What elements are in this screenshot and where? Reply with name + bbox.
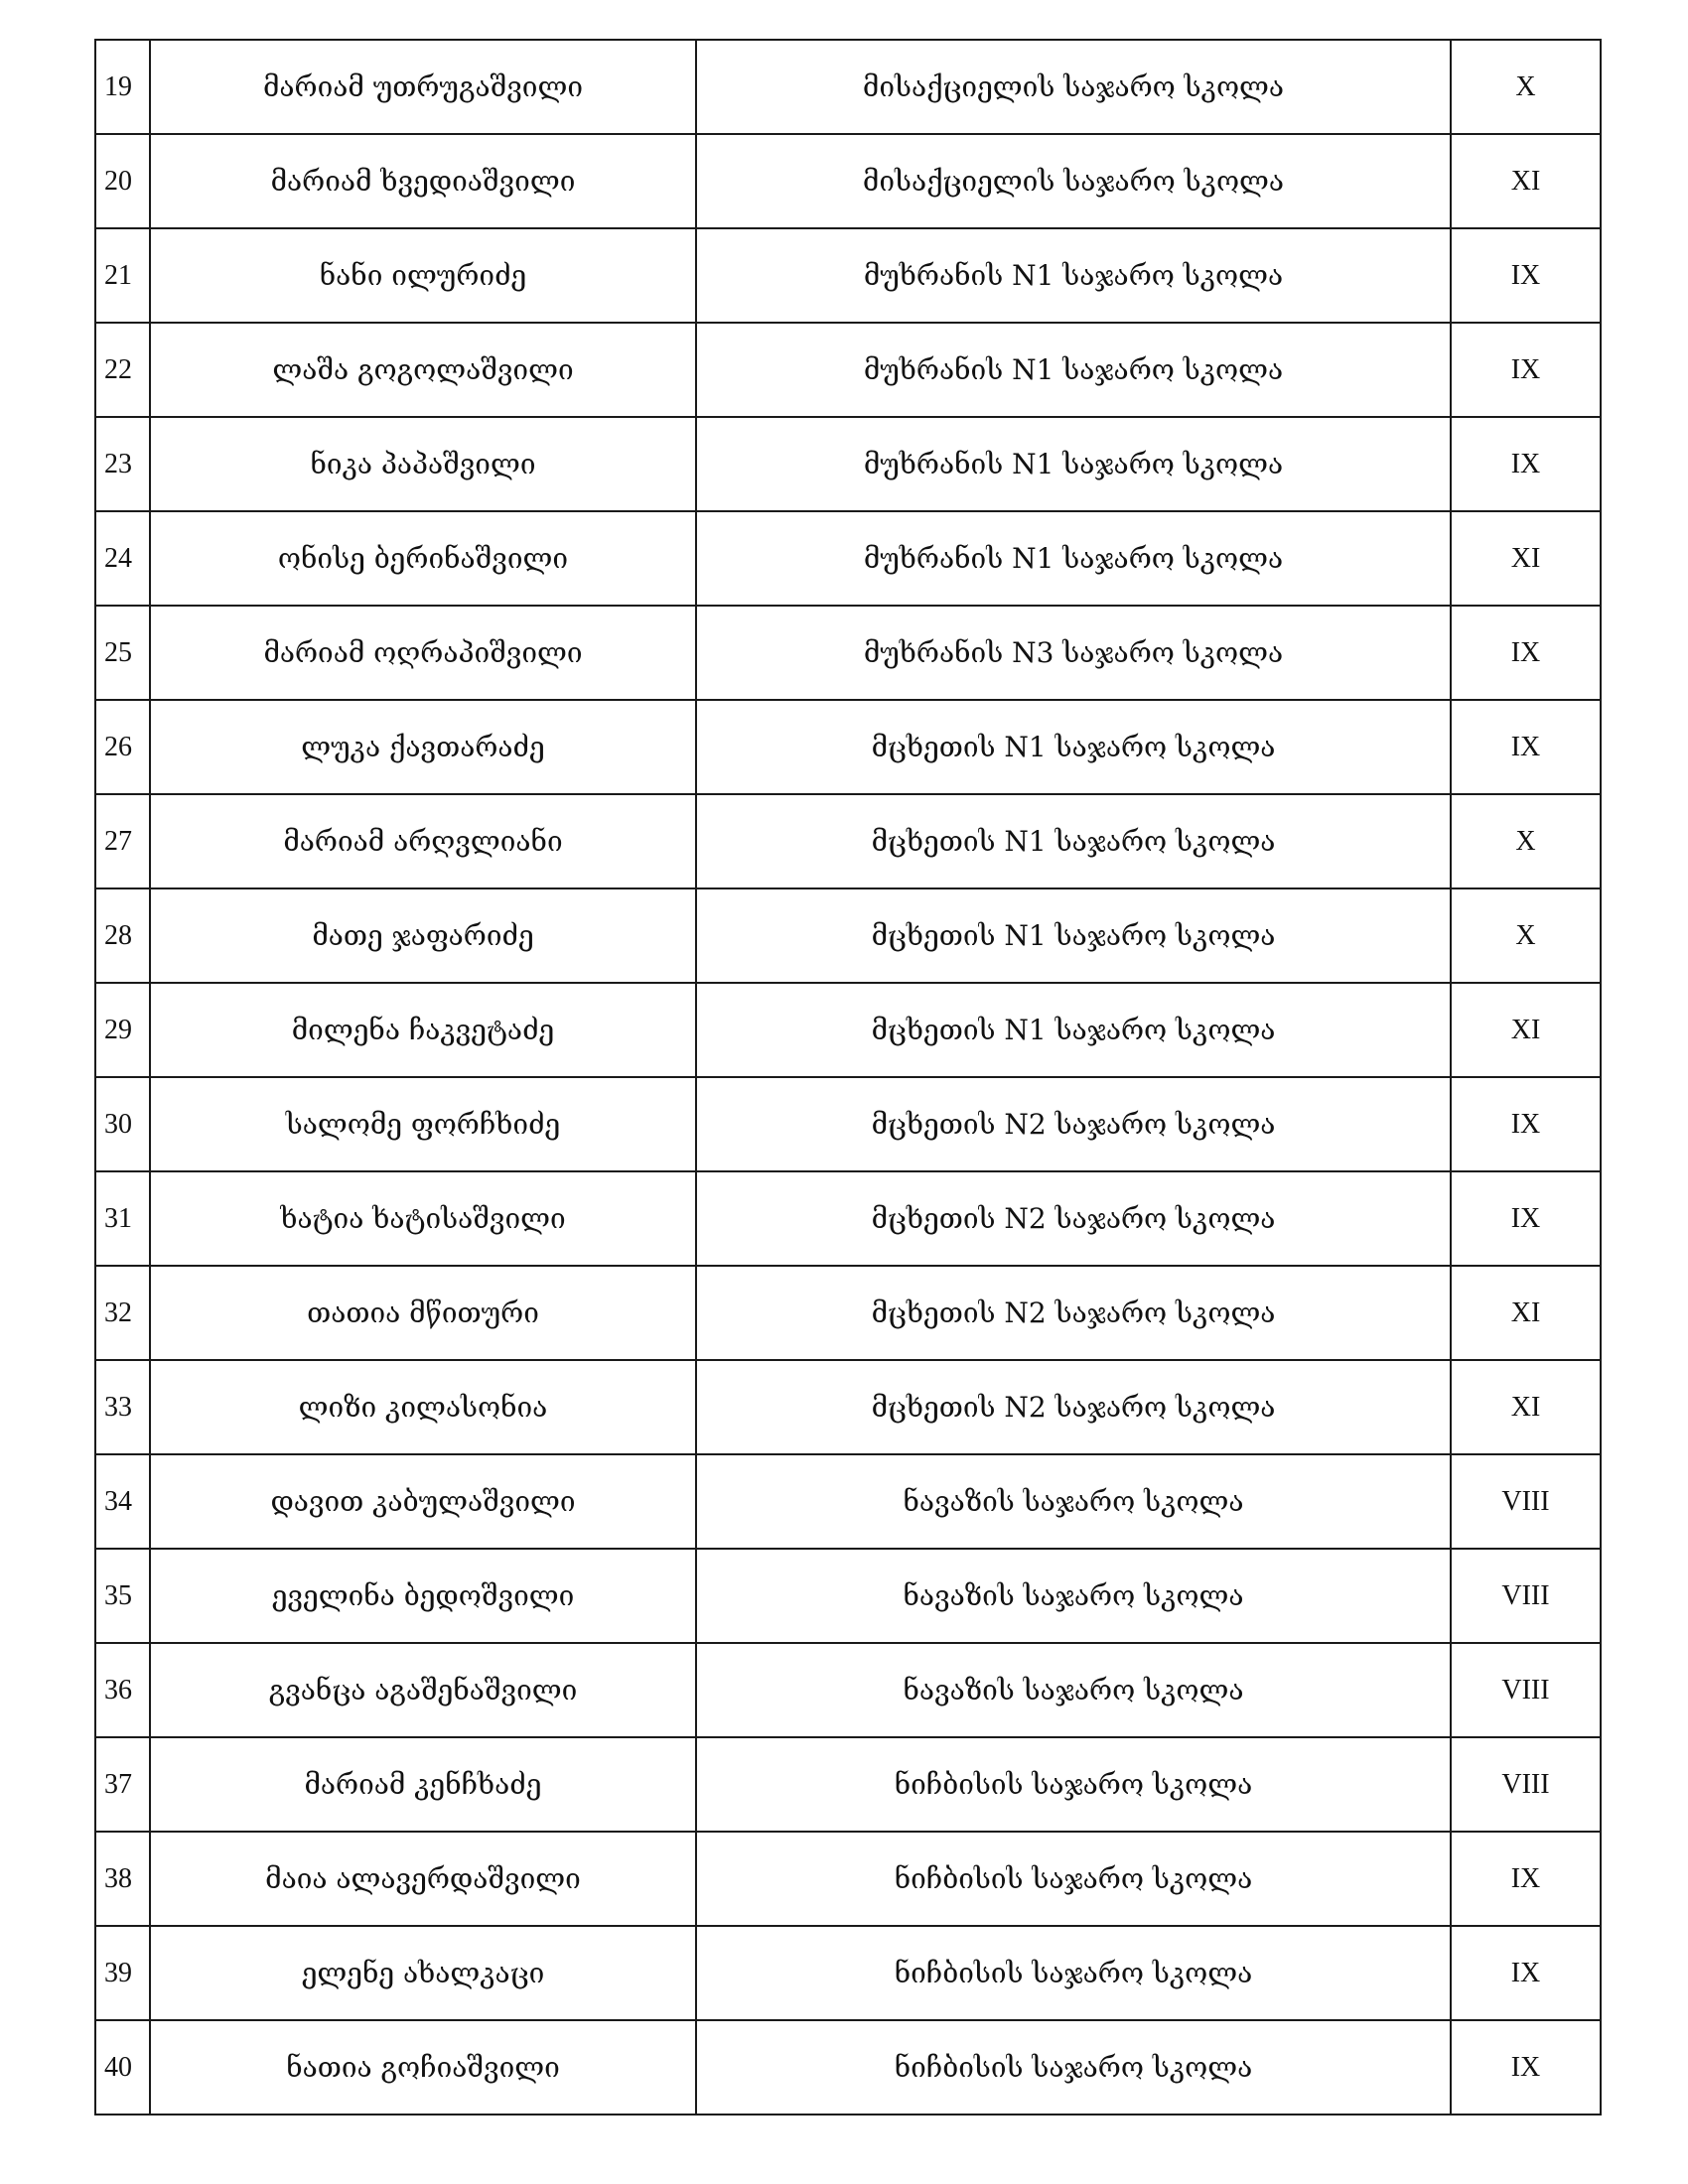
row-number-cell: 38 (95, 1832, 150, 1926)
student-name-cell: ეველინა ბედოშვილი (150, 1549, 696, 1643)
school-name-cell: ნავაზის საჯარო სკოლა (696, 1454, 1451, 1549)
row-number-cell: 33 (95, 1360, 150, 1454)
grade-cell: X (1451, 888, 1601, 983)
student-name-cell: სალომე ფორჩხიძე (150, 1077, 696, 1171)
grade-cell: IX (1451, 606, 1601, 700)
grade-cell: IX (1451, 323, 1601, 417)
table-row (95, 511, 1601, 606)
table-row (95, 228, 1601, 323)
row-number-cell: 34 (95, 1454, 150, 1549)
row-number-cell: 27 (95, 794, 150, 888)
table-row (95, 134, 1601, 228)
student-name-cell: მაია ალავერდაშვილი (150, 1832, 696, 1926)
school-name-cell: ნიჩბისის საჯარო სკოლა (696, 1832, 1451, 1926)
students-table-body (95, 40, 1601, 2115)
grade-cell: IX (1451, 1077, 1601, 1171)
row-number-cell: 37 (95, 1737, 150, 1832)
grade-cell: XI (1451, 1266, 1601, 1360)
grade-cell: IX (1451, 700, 1601, 794)
row-number-cell: 21 (95, 228, 150, 323)
grade-cell: X (1451, 40, 1601, 134)
school-name-cell: ნავაზის საჯარო სკოლა (696, 1549, 1451, 1643)
table-row (95, 1454, 1601, 1549)
grade-cell: IX (1451, 1926, 1601, 2020)
row-number-cell: 19 (95, 40, 150, 134)
school-name-cell: მუხრანის N1 საჯარო სკოლა (696, 228, 1451, 323)
school-name-cell: მუხრანის N1 საჯარო სკოლა (696, 417, 1451, 511)
row-number-cell: 26 (95, 700, 150, 794)
table-row (95, 1360, 1601, 1454)
table-row (95, 1832, 1601, 1926)
grade-cell: VIII (1451, 1549, 1601, 1643)
grade-cell: VIII (1451, 1454, 1601, 1549)
student-name-cell: თათია მწითური (150, 1266, 696, 1360)
student-name-cell: მარიამ არღვლიანი (150, 794, 696, 888)
table-row (95, 1737, 1601, 1832)
school-name-cell: მუხრანის N1 საჯარო სკოლა (696, 323, 1451, 417)
school-name-cell: მცხეთის N1 საჯარო სკოლა (696, 983, 1451, 1077)
student-name-cell: ნიკა პაპაშვილი (150, 417, 696, 511)
grade-cell: IX (1451, 1832, 1601, 1926)
grade-cell: X (1451, 794, 1601, 888)
grade-cell: XI (1451, 983, 1601, 1077)
table-row (95, 700, 1601, 794)
school-name-cell: მუხრანის N3 საჯარო სკოლა (696, 606, 1451, 700)
school-name-cell: მცხეთის N1 საჯარო სკოლა (696, 700, 1451, 794)
row-number-cell: 35 (95, 1549, 150, 1643)
row-number-cell: 23 (95, 417, 150, 511)
school-name-cell: ნიჩბისის საჯარო სკოლა (696, 1737, 1451, 1832)
student-name-cell: ლაშა გოგოლაშვილი (150, 323, 696, 417)
student-name-cell: გვანცა აგაშენაშვილი (150, 1643, 696, 1737)
grade-cell: VIII (1451, 1643, 1601, 1737)
student-name-cell: დავით კაბულაშვილი (150, 1454, 696, 1549)
table-row (95, 983, 1601, 1077)
row-number-cell: 40 (95, 2020, 150, 2115)
table-row (95, 1926, 1601, 2020)
student-name-cell: მარიამ უთრუგაშვილი (150, 40, 696, 134)
table-row (95, 1266, 1601, 1360)
row-number-cell: 32 (95, 1266, 150, 1360)
school-name-cell: ნიჩბისის საჯარო სკოლა (696, 1926, 1451, 2020)
students-table (94, 39, 1602, 2116)
row-number-cell: 24 (95, 511, 150, 606)
grade-cell: XI (1451, 1360, 1601, 1454)
school-name-cell: მცხეთის N1 საჯარო სკოლა (696, 794, 1451, 888)
row-number-cell: 28 (95, 888, 150, 983)
student-name-cell: მათე ჯაფარიძე (150, 888, 696, 983)
school-name-cell: მცხეთის N2 საჯარო სკოლა (696, 1266, 1451, 1360)
grade-cell: IX (1451, 2020, 1601, 2115)
school-name-cell: მცხეთის N2 საჯარო სკოლა (696, 1077, 1451, 1171)
grade-cell: XI (1451, 134, 1601, 228)
table-row (95, 2020, 1601, 2115)
table-row (95, 323, 1601, 417)
student-name-cell: მარიამ ოღრაპიშვილი (150, 606, 696, 700)
table-row (95, 40, 1601, 134)
student-name-cell: ლუკა ქავთარაძე (150, 700, 696, 794)
grade-cell: IX (1451, 228, 1601, 323)
school-name-cell: მცხეთის N1 საჯარო სკოლა (696, 888, 1451, 983)
row-number-cell: 22 (95, 323, 150, 417)
row-number-cell: 31 (95, 1171, 150, 1266)
school-name-cell: მისაქციელის საჯარო სკოლა (696, 134, 1451, 228)
student-name-cell: მარიამ კენჩხაძე (150, 1737, 696, 1832)
student-name-cell: ნათია გოჩიაშვილი (150, 2020, 696, 2115)
row-number-cell: 39 (95, 1926, 150, 2020)
student-name-cell: მარიამ ხვედიაშვილი (150, 134, 696, 228)
table-row (95, 1171, 1601, 1266)
table-row (95, 888, 1601, 983)
row-number-cell: 20 (95, 134, 150, 228)
school-name-cell: მისაქციელის საჯარო სკოლა (696, 40, 1451, 134)
school-name-cell: მცხეთის N2 საჯარო სკოლა (696, 1171, 1451, 1266)
row-number-cell: 30 (95, 1077, 150, 1171)
student-name-cell: ხატია ხატისაშვილი (150, 1171, 696, 1266)
grade-cell: XI (1451, 511, 1601, 606)
table-row (95, 1643, 1601, 1737)
table-row (95, 1549, 1601, 1643)
grade-cell: IX (1451, 1171, 1601, 1266)
student-name-cell: ონისე ბერინაშვილი (150, 511, 696, 606)
row-number-cell: 25 (95, 606, 150, 700)
school-name-cell: ნიჩბისის საჯარო სკოლა (696, 2020, 1451, 2115)
table-row (95, 417, 1601, 511)
school-name-cell: მცხეთის N2 საჯარო სკოლა (696, 1360, 1451, 1454)
student-name-cell: მილენა ჩაკვეტაძე (150, 983, 696, 1077)
school-name-cell: ნავაზის საჯარო სკოლა (696, 1643, 1451, 1737)
grade-cell: VIII (1451, 1737, 1601, 1832)
table-row (95, 606, 1601, 700)
table-row (95, 1077, 1601, 1171)
student-name-cell: ლიზი კილასონია (150, 1360, 696, 1454)
row-number-cell: 36 (95, 1643, 150, 1737)
row-number-cell: 29 (95, 983, 150, 1077)
table-row (95, 794, 1601, 888)
school-name-cell: მუხრანის N1 საჯარო სკოლა (696, 511, 1451, 606)
student-name-cell: ნანი ილურიძე (150, 228, 696, 323)
student-name-cell: ელენე ახალკაცი (150, 1926, 696, 2020)
grade-cell: IX (1451, 417, 1601, 511)
